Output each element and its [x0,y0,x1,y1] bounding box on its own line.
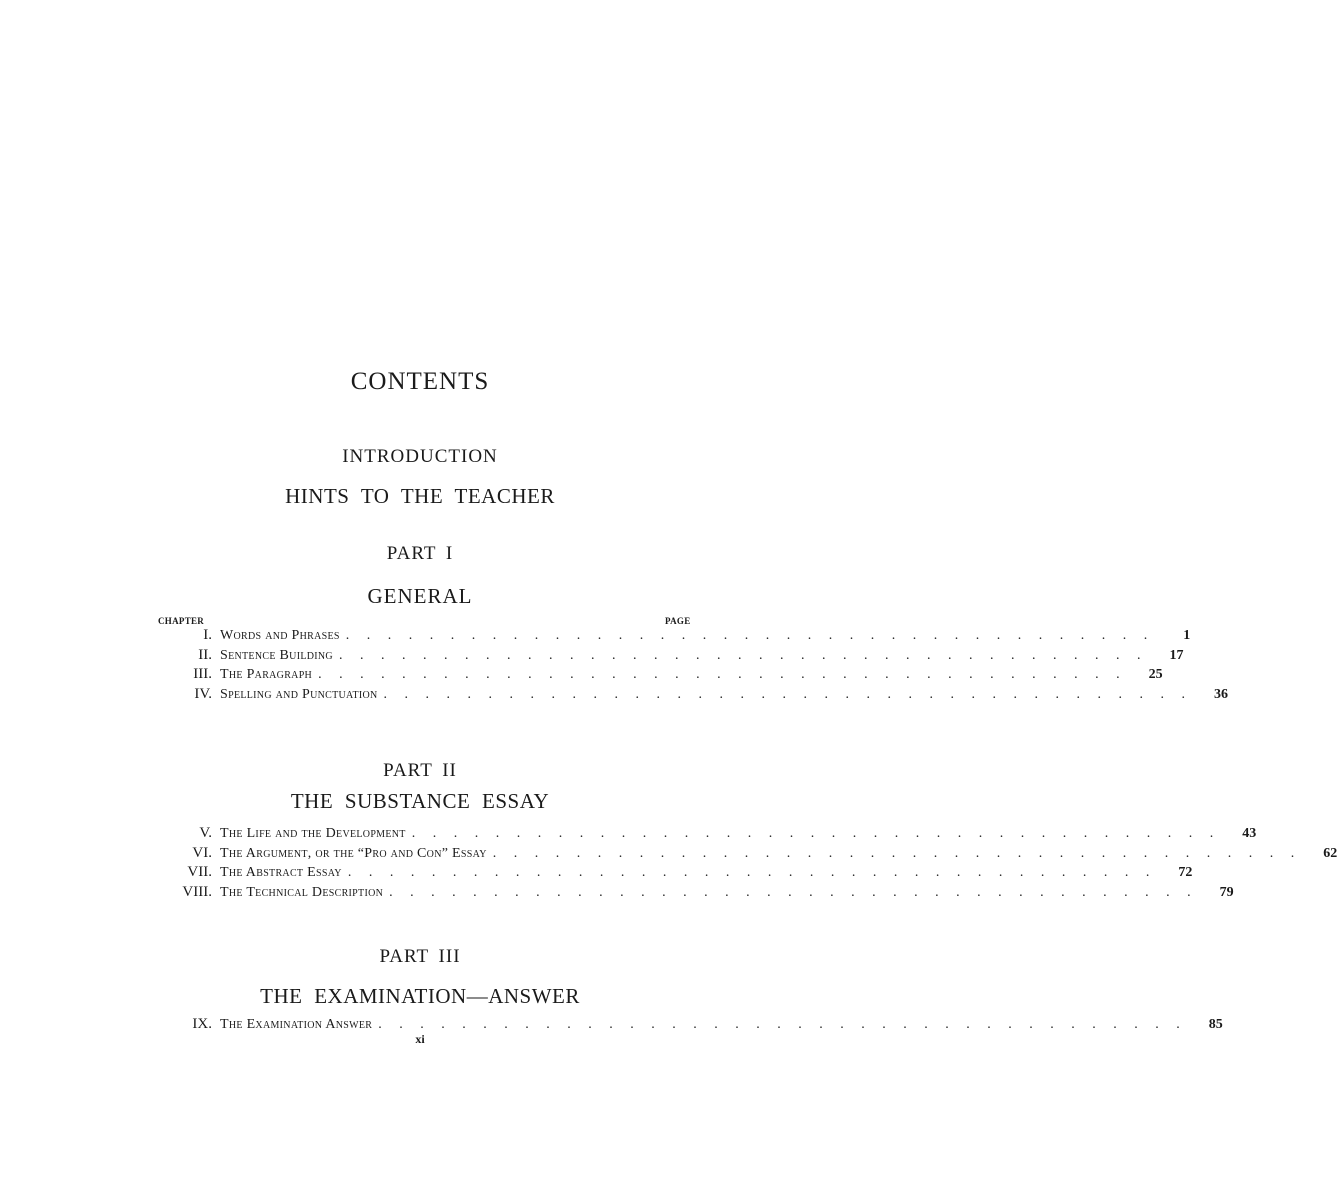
toc-entry [158,844,1337,865]
chapter-number: IX. [192,1016,212,1032]
toc-entry [158,825,1257,845]
introduction-heading: INTRODUCTION [342,446,498,467]
part-2-heading: THE SUBSTANCE ESSAY [290,789,550,813]
chapter-number: VIII. [182,883,212,900]
chapter-number: VI. [192,844,212,861]
dot-leader: . . . . . . . . . . . . . . . . . . . . . . . . . . . . . . . . . . . . . . . [492,845,1302,861]
page-number: 17 [1169,647,1184,663]
part-3-heading: THE EXAMINATION—ANSWER [260,984,580,1008]
dot-leader: . . . . . . . . . . . . . . . . . . . . . . . . . . . . . . . . . . . . . . . [347,865,1157,880]
folio-page-number: xi [415,1032,425,1046]
chapter-number: IV. [194,685,212,702]
page-number: 72 [1178,865,1193,880]
toc-entry [158,646,1184,667]
toc-entry [158,883,1234,904]
part-3-label: PART III [379,946,461,967]
chapter-number: V. [199,825,212,841]
page-column-header: PAGE [665,616,691,626]
page-number: 1 [1183,628,1191,643]
chapter-title: The Examination Answer [220,1017,373,1032]
toc-entry [158,627,1191,647]
chapter-title: The Abstract Essay [220,865,342,880]
toc-entry [158,685,1229,706]
hints-heading: HINTS TO THE TEACHER [285,484,555,508]
dot-leader: . . . . . . . . . . . . . . . . . . . . . . . . . . . . . . . . . . . . . . . [411,826,1221,841]
page-number: 25 [1148,667,1163,682]
chapter-title: The Paragraph [220,667,313,682]
page-number: 85 [1208,1017,1223,1032]
part-1-heading: GENERAL [367,584,473,608]
chapter-number: III. [193,666,212,682]
chapter-title: Words and Phrases [220,628,340,643]
dot-leader: . . . . . . . . . . . . . . . . . . . . . . . . . . . . . . . . . . . . . . . [389,884,1198,900]
part-2-label: PART II [383,760,457,781]
chapter-column-header: CHAPTER [158,616,205,626]
chapter-title: The Technical Description [220,884,384,900]
page-number: 43 [1242,826,1257,841]
chapter-title: The Argument, or the “Pro and Con” Essay [220,845,487,861]
chapter-title: The Life and the Development [220,826,406,841]
page-number: 79 [1219,884,1234,900]
contents-title: CONTENTS [350,368,490,395]
page-number: 36 [1214,686,1229,702]
chapter-title: Sentence Building [220,647,333,663]
chapter-number: I. [203,627,212,643]
dot-leader: . . . . . . . . . . . . . . . . . . . . . . . . . . . . . . . . . . . . . . . [318,667,1127,682]
chapter-number: II. [198,646,212,663]
dot-leader: . . . . . . . . . . . . . . . . . . . . . . . . . . . . . . . . . . . . . . . [338,647,1148,663]
part-2-chapter-list [158,825,1337,903]
part-1-label: PART I [386,543,454,564]
chapter-number: VII. [187,864,212,880]
page-number: 62 [1323,845,1337,861]
toc-entry [158,666,1163,686]
toc-entry [158,864,1193,884]
chapter-title: Spelling and Punctuation [220,686,378,702]
dot-leader: . . . . . . . . . . . . . . . . . . . . . . . . . . . . . . . . . . . . . . . [383,686,1193,702]
dot-leader: . . . . . . . . . . . . . . . . . . . . . . . . . . . . . . . . . . . . . . . [378,1017,1187,1032]
part-1-chapter-list [158,627,1229,705]
dot-leader: . . . . . . . . . . . . . . . . . . . . . . . . . . . . . . . . . . . . . . . [345,628,1155,643]
